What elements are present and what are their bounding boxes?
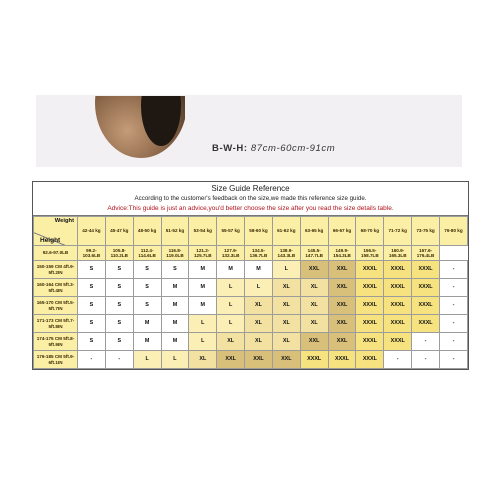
weight-kg: 63-65 kg [304, 228, 324, 234]
size-cell: XL [300, 297, 328, 315]
size-cell: XXL [328, 333, 356, 351]
size-cell: L [272, 261, 300, 279]
size-cell: XXL [328, 315, 356, 333]
weight-lb-cell: 121.2-125.7LB [189, 246, 217, 261]
size-cell: S [133, 261, 161, 279]
size-guide [32, 181, 469, 370]
weight-kg: 58-60 kg [249, 228, 268, 234]
size-cell: XXXL [384, 333, 412, 351]
size-cell: XXXL [356, 279, 384, 297]
size-cell: - [78, 351, 106, 369]
size-cell: XXXL [356, 261, 384, 279]
weight-lb-cell: 112.4-114.6LB [133, 246, 161, 261]
weight-header-cell [384, 217, 412, 246]
height-cell [34, 315, 78, 333]
size-cell: XL [245, 333, 273, 351]
weight-header-cell [356, 217, 384, 246]
weight-lb-cell: 92.6-97.0LB [34, 246, 78, 261]
size-cell: XL [189, 351, 217, 369]
weight-kg: 73-75 kg [416, 228, 435, 234]
weight-kg: 45-47 kg [110, 228, 129, 234]
weight-header-cell [161, 217, 189, 246]
size-table [33, 216, 468, 369]
height-ft: 4ft.9-5ft.2IN [48, 264, 75, 275]
size-cell: L [189, 315, 217, 333]
size-cell: XL [300, 315, 328, 333]
size-cell: XXXL [384, 261, 412, 279]
weight-lb-cell: 167.6-176.4LB [412, 246, 440, 261]
weight-header-cell [133, 217, 161, 246]
size-cell: M [189, 261, 217, 279]
size-guide-advice: Advice:This guide is just an advice,you'd better choose the size after you read the size details table. [107, 205, 394, 212]
weight-header-cell [78, 217, 106, 246]
size-cell: S [105, 315, 133, 333]
size-row [34, 351, 468, 369]
height-cm: 174-175 CM [36, 336, 62, 342]
height-cm: 165-170 CM [36, 300, 62, 306]
size-cell: XL [245, 315, 273, 333]
height-ft: 5ft.7-5ft.8IN [48, 318, 75, 329]
size-cell: XL [272, 279, 300, 297]
size-cell: S [78, 279, 106, 297]
weight-lb-cell: 156.5-158.7LB [356, 246, 384, 261]
size-cell: M [189, 297, 217, 315]
weight-lb-cell: 145.5-147.7LB [300, 246, 328, 261]
size-cell: S [105, 333, 133, 351]
size-cell: XXL [300, 261, 328, 279]
size-cell: - [439, 333, 467, 351]
size-cell: XXXL [412, 261, 440, 279]
size-cell: XXXL [412, 297, 440, 315]
size-cell: XXXL [412, 279, 440, 297]
size-cell: - [105, 351, 133, 369]
bwh-label: B-W-H: [212, 143, 248, 154]
weight-kg: 53-54 kg [193, 228, 212, 234]
size-cell: - [384, 351, 412, 369]
size-cell: S [78, 261, 106, 279]
size-cell: M [161, 297, 189, 315]
size-cell: XXXL [356, 351, 384, 369]
size-cell: S [161, 261, 189, 279]
size-cell: M [189, 279, 217, 297]
size-cell: M [245, 261, 273, 279]
size-cell: M [217, 261, 245, 279]
size-row [34, 261, 468, 279]
weight-kg: 68-70 kg [360, 228, 380, 234]
weight-header-cell [189, 217, 217, 246]
size-cell: XXL [328, 297, 356, 315]
weight-header-cell [300, 217, 328, 246]
size-cell: XXL [217, 351, 245, 369]
corner-cell [34, 217, 78, 246]
size-cell: XXXL [384, 279, 412, 297]
size-cell: L [133, 351, 161, 369]
size-cell: XL [245, 297, 273, 315]
weight-lb-cell: 134.5-136.7LB [245, 246, 273, 261]
size-cell: S [105, 261, 133, 279]
weight-lb-cell: 138.9-143.3LB [272, 246, 300, 261]
size-guide-title: Size Guide Reference [211, 184, 290, 193]
weight-lb-cell: 105.8-110.2LB [105, 246, 133, 261]
size-cell: XXXL [356, 333, 384, 351]
weight-header-cell [245, 217, 273, 246]
height-cell [34, 297, 78, 315]
weight-header-cell [105, 217, 133, 246]
weight-lb-cell: 160.9-165.3LB [384, 246, 412, 261]
size-row [34, 297, 468, 315]
weight-header-cell [328, 217, 356, 246]
corner-weight-label: Weight [54, 218, 74, 224]
weight-kg: 66-67 kg [332, 228, 352, 234]
size-cell: S [133, 297, 161, 315]
size-cell: XXL [328, 261, 356, 279]
height-ft: 5ft.3-5ft.4IN [48, 282, 75, 293]
size-cell: M [161, 315, 189, 333]
bwh-value: 87cm-60cm-91cm [250, 143, 336, 154]
weight-header-cell [412, 217, 440, 246]
size-cell: XL [272, 333, 300, 351]
size-cell: S [105, 297, 133, 315]
size-cell: S [78, 297, 106, 315]
size-cell: L [245, 279, 273, 297]
size-cell: M [133, 315, 161, 333]
size-cell: M [161, 333, 189, 351]
size-cell: - [439, 315, 467, 333]
weight-lb-cell: 149.9-154.3LB [328, 246, 356, 261]
weight-kg: 71-72 kg [388, 228, 407, 234]
size-cell: XL [300, 279, 328, 297]
weight-kg: 48-50 kg [137, 228, 157, 234]
size-cell: - [412, 351, 440, 369]
size-cell: XXL [245, 351, 273, 369]
size-cell: M [133, 333, 161, 351]
size-cell: S [78, 315, 106, 333]
weight-header-cell [217, 217, 245, 246]
size-cell: S [105, 279, 133, 297]
model-photo [95, 96, 185, 168]
height-cell [34, 351, 78, 369]
weight-kg: 55-57 kg [221, 228, 240, 234]
weight-header-cell [272, 217, 300, 246]
size-cell: XXL [300, 333, 328, 351]
size-cell: - [412, 333, 440, 351]
weight-kg: 61-62 kg [277, 228, 296, 234]
size-cell: XL [272, 315, 300, 333]
size-cell: XXXL [384, 315, 412, 333]
height-cell [34, 279, 78, 297]
size-row [34, 279, 468, 297]
height-cell [34, 333, 78, 351]
height-cm: 171-173 CM [36, 318, 62, 324]
size-cell: L [217, 279, 245, 297]
size-cell: XXL [328, 279, 356, 297]
weight-lb-cell: 127.9-132.3LB [217, 246, 245, 261]
height-cell [34, 261, 78, 279]
size-cell: XXXL [328, 351, 356, 369]
height-ft: 5ft.8-5ft.9IN [48, 336, 75, 347]
size-guide-subtitle: According to the customer's feedback on the size,we made this reference size guide. [134, 195, 367, 202]
height-ft: 5ft.5-5ft.7IN [48, 300, 75, 311]
height-cm: 176-185 CM [36, 354, 62, 360]
size-cell: S [133, 279, 161, 297]
weight-header-cell [439, 217, 467, 246]
size-cell: XL [272, 297, 300, 315]
corner-height-label: Height [40, 236, 61, 244]
size-cell: XXXL [412, 315, 440, 333]
size-row [34, 333, 468, 351]
height-ft: 5ft.9-6ft.1IN [48, 354, 75, 365]
size-cell: L [217, 297, 245, 315]
size-cell: - [439, 279, 467, 297]
model-measurements [212, 143, 335, 154]
size-cell: XXXL [356, 297, 384, 315]
size-cell: XXL [272, 351, 300, 369]
size-guide-header [33, 182, 468, 216]
size-cell: - [439, 351, 467, 369]
size-cell: - [439, 297, 467, 315]
weight-kg: 42-44 kg [82, 228, 101, 234]
weight-lb-row [34, 246, 468, 261]
size-cell: - [439, 261, 467, 279]
size-cell: XL [217, 333, 245, 351]
weight-kg: 51-52 kg [165, 228, 185, 234]
size-row [34, 315, 468, 333]
size-cell: L [189, 333, 217, 351]
size-cell: XXXL [300, 351, 328, 369]
weight-header-row [34, 217, 468, 246]
size-cell: L [161, 351, 189, 369]
size-cell: XXXL [384, 297, 412, 315]
height-cm: 160-164 CM [36, 282, 62, 288]
size-cell: S [78, 333, 106, 351]
height-cm: 150-159 CM [36, 264, 62, 270]
size-cell: M [161, 279, 189, 297]
weight-kg: 76-80 kg [444, 228, 463, 234]
size-cell: XXXL [356, 315, 384, 333]
weight-lb-cell: 116.8-119.0LB [161, 246, 189, 261]
weight-lb-cell: 99.2-103.6LB [78, 246, 106, 261]
size-cell: L [217, 315, 245, 333]
